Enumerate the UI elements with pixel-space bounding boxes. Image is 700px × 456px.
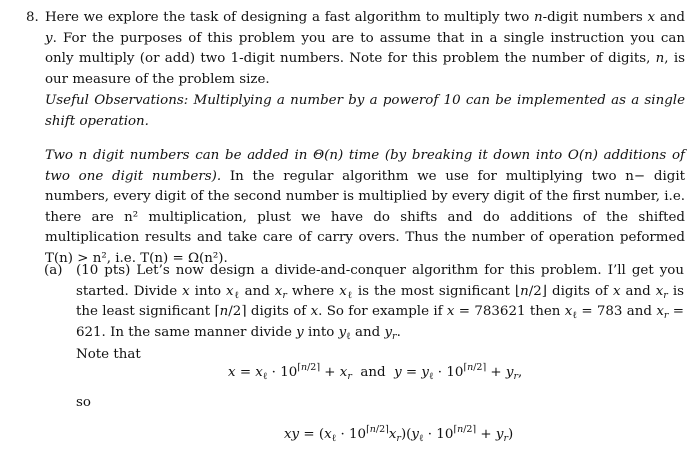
question-intro xyxy=(45,8,685,90)
paragraph-lead: Two n digit numbers can be added in Θ(n) time (by breaking it down into O(n) additions of two one digit numbers). xyxy=(45,148,685,184)
equation-split: $x = x_\ell \cdot 10^{⌈n/2⌉} + x_r$ and $y = y_\ell \cdot 10^{⌈n/2⌉} + y_r$, xyxy=(228,362,523,382)
question-number: 8. xyxy=(26,10,39,25)
part-a-visual: (10 pts) Let’s now design a divide-and-conquer algorithm for this problem. I’ll get you started. Divide x into $x_\ell$ and $x_r$ where $x_\ell$ is the most significant ⌊n/2⌋ digits of x and $x_r$ is the least significant ⌈n/2⌉ digits of x. So for example if x = 783621 then $x_\ell = 783$ and $x_r = 621$. In the same manner divide y into $y_\ell$ and $y_r$. xyxy=(76,263,684,342)
regular-algorithm-paragraph xyxy=(45,146,685,270)
equation-product: xy = $(x_\ell \cdot 10^{⌈n/2⌉}x_r)(y_\ell \cdot 10^{⌈n/2⌉} + y_r)$ xyxy=(284,424,514,444)
so-label: so xyxy=(76,395,91,410)
part-a-text xyxy=(76,261,684,343)
intro-text-visual: Here we explore the task of designing a fast algorithm to multiply two n-digit numbers x and y. For the purposes of this problem you are to assume that in a single instruction you can only multiply (or add) two 1-digit numbers. Note for this problem the number of digits, n, is our measure of the problem size. xyxy=(45,10,686,87)
note-that: Note that xyxy=(76,347,141,362)
useful-observations: Useful Observations: Multiplying a number by a powerof 10 can be implemented as a single shift operation. xyxy=(45,93,685,129)
part-a-label: (a) xyxy=(44,263,63,278)
paragraph-rest: In the regular algorithm we use for multiplying two n− digit numbers, every digit of the second number is multiplied by every digit of the first number, i.e. there are n² multiplication, plust we have do shifts and do additions of the shifted multiplication results and take care of carry overs. Thus the number of operation peformed T(n) > n², i.e. T(n) = Ω(n²). xyxy=(45,168,685,266)
